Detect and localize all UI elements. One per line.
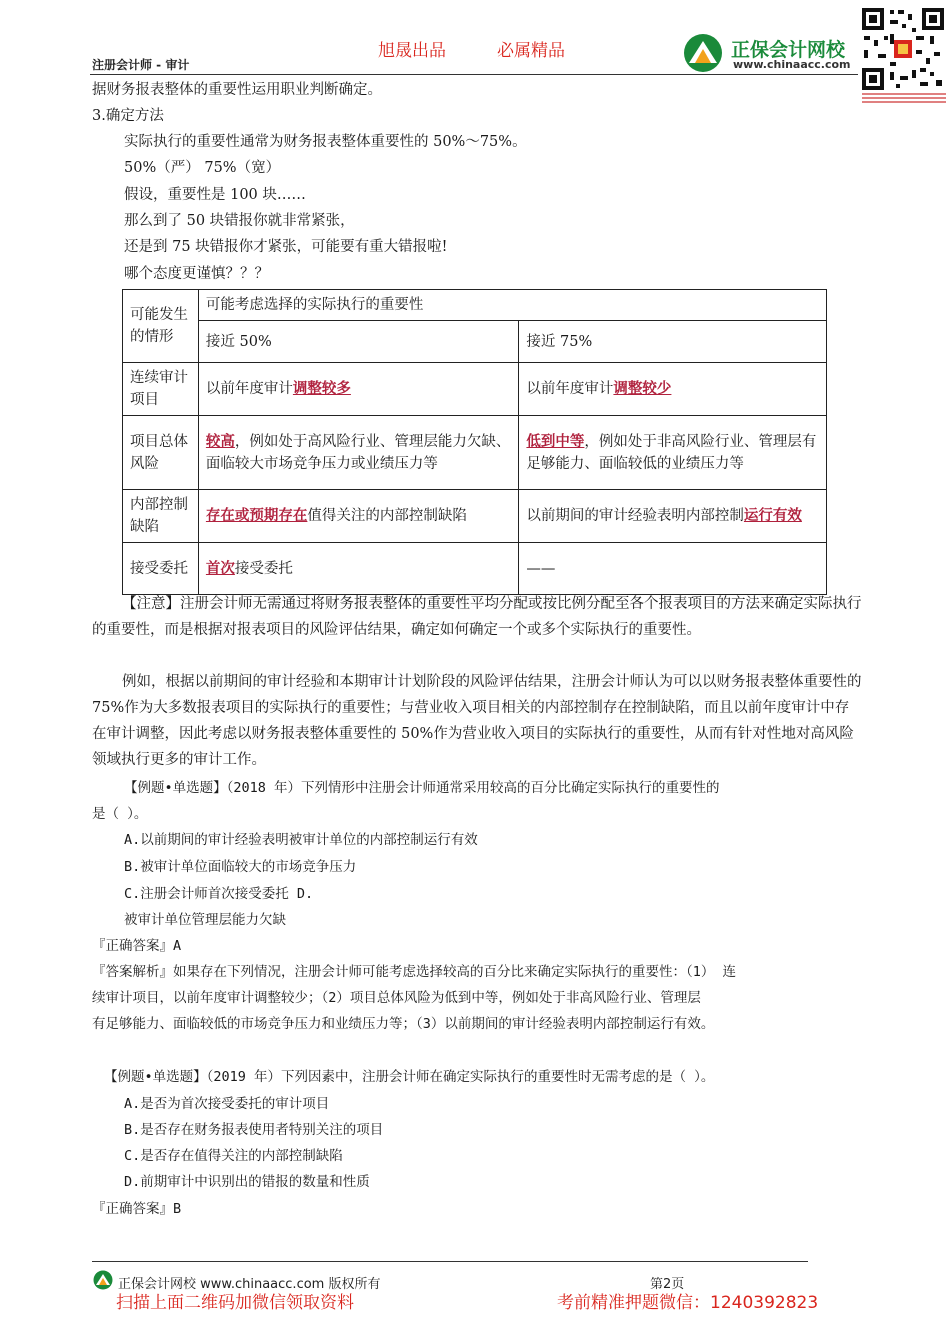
- table-row-label: 项目总体风险: [123, 416, 199, 490]
- q2-option-d: D.前期审计中识别出的错报的数量和性质: [124, 1174, 370, 1190]
- footer-page-number: 第2页: [650, 1277, 685, 1292]
- q1-option-b: B.被审计单位面临较大的市场竞争压力: [124, 859, 357, 875]
- materiality-table: [122, 289, 827, 595]
- table-cell: [519, 490, 827, 543]
- emphasis-text: 运行有效: [743, 507, 802, 524]
- footer-ad-left: 扫描上面二维码加微信领取资料: [116, 1293, 354, 1313]
- header-rule: [90, 74, 858, 75]
- cell-text: ，例如处于高风险行业、管理层能力欠缺、面临较大市场竞争压力或业绩压力等: [205, 433, 511, 472]
- emphasis-text: 存在或预期存在: [205, 507, 308, 524]
- table-header-row: [123, 321, 827, 363]
- cell-text: 值得关注的内部控制缺陷: [307, 508, 467, 524]
- cell-text: ，例如处于非高风险行业、管理层有足够能力、面临较低的业绩压力等: [526, 433, 817, 472]
- q2-option-b: B.是否存在财务报表使用者特别关注的项目: [124, 1122, 384, 1138]
- q2-stem: 【例题•单选题】（2019 年）下列因素中，注册会计师在确定实际执行的重要性时无需考虑的是（ ）。: [104, 1069, 715, 1085]
- body-line: 50%（严） 75%（宽）: [124, 160, 281, 176]
- q2-answer: 『正确答案』B: [92, 1201, 182, 1217]
- cell-text: 以前期间的审计经验表明内部控制: [526, 508, 744, 524]
- table-cell: [198, 363, 519, 416]
- chinaacc-logo-icon: [681, 33, 725, 73]
- note-paragraph: 【注意】注册会计师无需通过将财务报表整体的重要性平均分配或按比例分配至各个报表项目的方法来确定实际执行的重要性，而是根据对报表项目的风险评估结果，确定如何确定一个或多个实际执行的重要性。: [92, 596, 862, 638]
- header-subject: 注册会计师 - 审计: [92, 58, 190, 72]
- brand-url: www.chinaacc.com: [733, 58, 851, 71]
- brand-name: 正保会计网校: [731, 39, 846, 61]
- body-line: 哪个态度更谨慎？？？: [124, 266, 269, 282]
- footer-ad-right: 考前精准押题微信：1240392823: [557, 1293, 819, 1313]
- qr-code-icon: [860, 6, 946, 92]
- table-row-label: 连续审计项目: [123, 363, 199, 416]
- q1-stem: 【例题•单选题】（2018 年）下列情形中注册会计师通常采用较高的百分比确定实际执行的重要性的: [124, 780, 720, 796]
- cell-text: 接受委托: [234, 560, 293, 577]
- q1-option-c: C.注册会计师首次接受委托 D.: [124, 886, 314, 902]
- emphasis-text: 首次: [205, 559, 235, 577]
- cell-text: ——: [526, 560, 556, 577]
- cell-text: 以前年度审计: [205, 381, 293, 397]
- footer-rule: [92, 1261, 808, 1262]
- qr-caption-lines: [862, 92, 946, 105]
- q1-stem-cont: 是（ ）。: [92, 806, 148, 822]
- body-line: 那么到了 50 块错报你就非常紧张，: [124, 213, 355, 229]
- q1-answer: 『正确答案』A: [92, 938, 182, 954]
- chinaacc-logo-icon: [92, 1270, 114, 1290]
- q1-analysis: 续审计项目，以前年度审计调整较少；（2）项目总体风险为低到中等，例如处于非高风险行业、管理层: [92, 990, 701, 1006]
- q2-option-c: C.是否存在值得关注的内部控制缺陷: [124, 1148, 343, 1164]
- table-header-cell: 接近 50%: [198, 321, 519, 363]
- table-row: [123, 490, 827, 543]
- table-row: [123, 363, 827, 416]
- brand-logo: [681, 33, 725, 77]
- table-cell: [519, 363, 827, 416]
- emphasis-text: 调整较多: [292, 380, 351, 397]
- intro-line: 据财务报表整体的重要性运用职业判断确定。: [92, 82, 382, 98]
- emphasis-text: 低到中等: [526, 432, 585, 450]
- table-cell: [519, 416, 827, 490]
- qr-code: [860, 6, 946, 96]
- table-header-cell: 可能考虑选择的实际执行的重要性: [198, 290, 826, 321]
- table-header-row: [123, 290, 827, 321]
- body-line: 实际执行的重要性通常为财务报表整体重要性的 50%～75%。: [124, 134, 527, 150]
- q1-option-d: 被审计单位管理层能力欠缺: [124, 912, 286, 928]
- header-slogan-left: 旭晟出品: [378, 41, 446, 61]
- table-header-cell: 可能发生的情形: [123, 290, 199, 363]
- emphasis-text: 调整较少: [613, 380, 672, 397]
- table-cell: [198, 490, 519, 543]
- table-cell: [198, 543, 519, 595]
- table-row-label: 接受委托: [123, 543, 199, 595]
- table-cell: [519, 543, 827, 595]
- q1-option-a: A.以前期间的审计经验表明被审计单位的内部控制运行有效: [124, 832, 478, 848]
- table-row: [123, 543, 827, 595]
- body-line: 还是到 75 块错报你才紧张，可能要有重大错报啦!: [124, 239, 448, 255]
- table-row: [123, 416, 827, 490]
- q2-option-a: A.是否为首次接受委托的审计项目: [124, 1096, 330, 1112]
- table-header-cell: 接近 75%: [519, 321, 827, 363]
- cell-text: 以前年度审计: [526, 381, 614, 397]
- footer-logo: [92, 1270, 114, 1294]
- footer-copyright: 正保会计网校 www.chinaacc.com 版权所有: [118, 1277, 381, 1292]
- q1-analysis: 『答案解析』如果存在下列情况，注册会计师可能考虑选择较高的百分比来确定实际执行的重要性：（1） 连: [92, 964, 737, 980]
- emphasis-text: 较高: [205, 432, 235, 450]
- q1-analysis: 有足够能力、面临较低的市场竞争压力和业绩压力等；（3）以前期间的审计经验表明内部控制运行有效。: [92, 1016, 715, 1032]
- body-line: 假设，重要性是 100 块……: [124, 187, 306, 203]
- table-cell: [198, 416, 519, 490]
- table-row-label: 内部控制缺陷: [123, 490, 199, 543]
- example-paragraph: 例如，根据以前期间的审计经验和本期审计计划阶段的风险评估结果，注册会计师认为可以以财务报表整体重要性的 75%作为大多数报表项目的实际执行的重要性；与营业收入项目相关的内部控制存在控制缺陷，而且以前年度审计中存在审计调整，因此考虑以财务报表整体重要性的 50%作为营业收入项目的实际执行的重要性，从而有针对性地对高风险领域执行更多的审计工作。: [92, 674, 862, 768]
- header-slogan-right: 必属精品: [497, 41, 565, 61]
- section-title: 3.确定方法: [92, 108, 164, 124]
